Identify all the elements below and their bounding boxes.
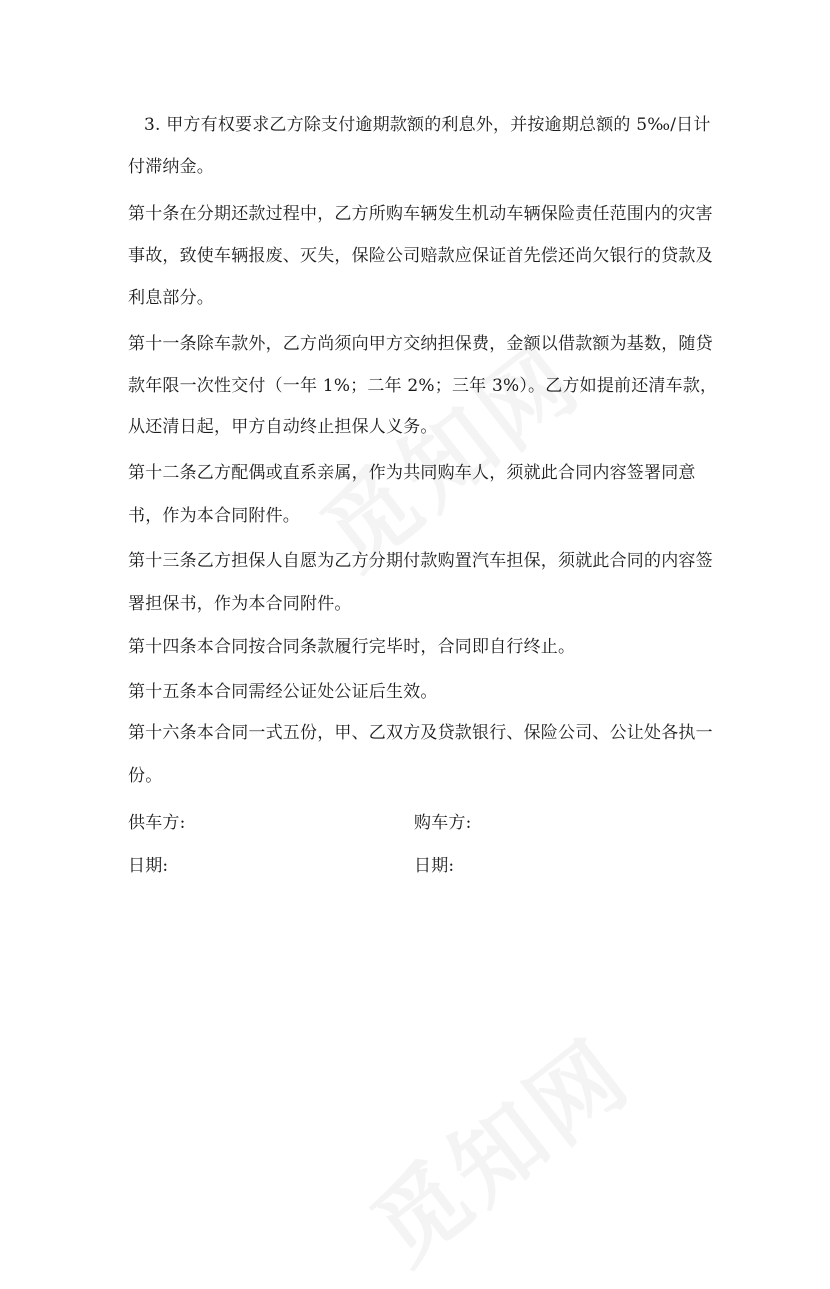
watermark (341, 1003, 654, 1288)
text-line: 事故，致使车辆报废、灭失，保险公司赔款应保证首先偿还尚欠银行的贷款及 (128, 246, 713, 266)
supplier-signature-label: 供车方: (128, 813, 186, 833)
text-line: 付滞纳金。 (128, 157, 214, 177)
text-line: 第十五条本合同需经公证处公证后生效。 (128, 682, 438, 702)
text-line: 利息部分。 (128, 288, 214, 308)
supplier-date-label: 日期: (128, 856, 169, 876)
text-line: 第十一条除车款外，乙方尚须向甲方交纳担保费，金额以借款额为基数，随贷 (128, 334, 713, 354)
buyer-date-label: 日期: (414, 856, 455, 876)
text-line: 从还清日起，甲方自动终止担保人义务。 (128, 417, 438, 437)
text-line: 第十条在分期还款过程中，乙方所购车辆发生机动车辆保险责任范围内的灾害 (128, 204, 713, 224)
text-line: 第十六条本合同一式五份，甲、乙双方及贷款银行、保险公司、公让处各执一 (128, 723, 713, 743)
text-line: 份。 (128, 766, 163, 786)
text-line: 3. 甲方有权要求乙方除支付逾期款额的利息外，并按逾期总额的 5‰/日计 (144, 115, 711, 135)
text-line: 第十四条本合同按合同条款履行完毕时，合同即自行终止。 (128, 637, 576, 657)
text-line: 第十三条乙方担保人自愿为乙方分期付款购置汽车担保，须就此合同的内容签 (128, 551, 713, 571)
text-line: 款年限一次性交付（一年 1%；二年 2%；三年 3%）。乙方如提前还清车款， (128, 376, 718, 396)
text-line: 书，作为本合同附件。 (128, 506, 300, 526)
buyer-signature-label: 购车方: (414, 813, 472, 833)
text-line: 第十二条乙方配偶或直系亲属，作为共同购车人，须就此合同内容签署同意 (128, 463, 696, 483)
text-line: 署担保书，作为本合同附件。 (128, 594, 352, 614)
